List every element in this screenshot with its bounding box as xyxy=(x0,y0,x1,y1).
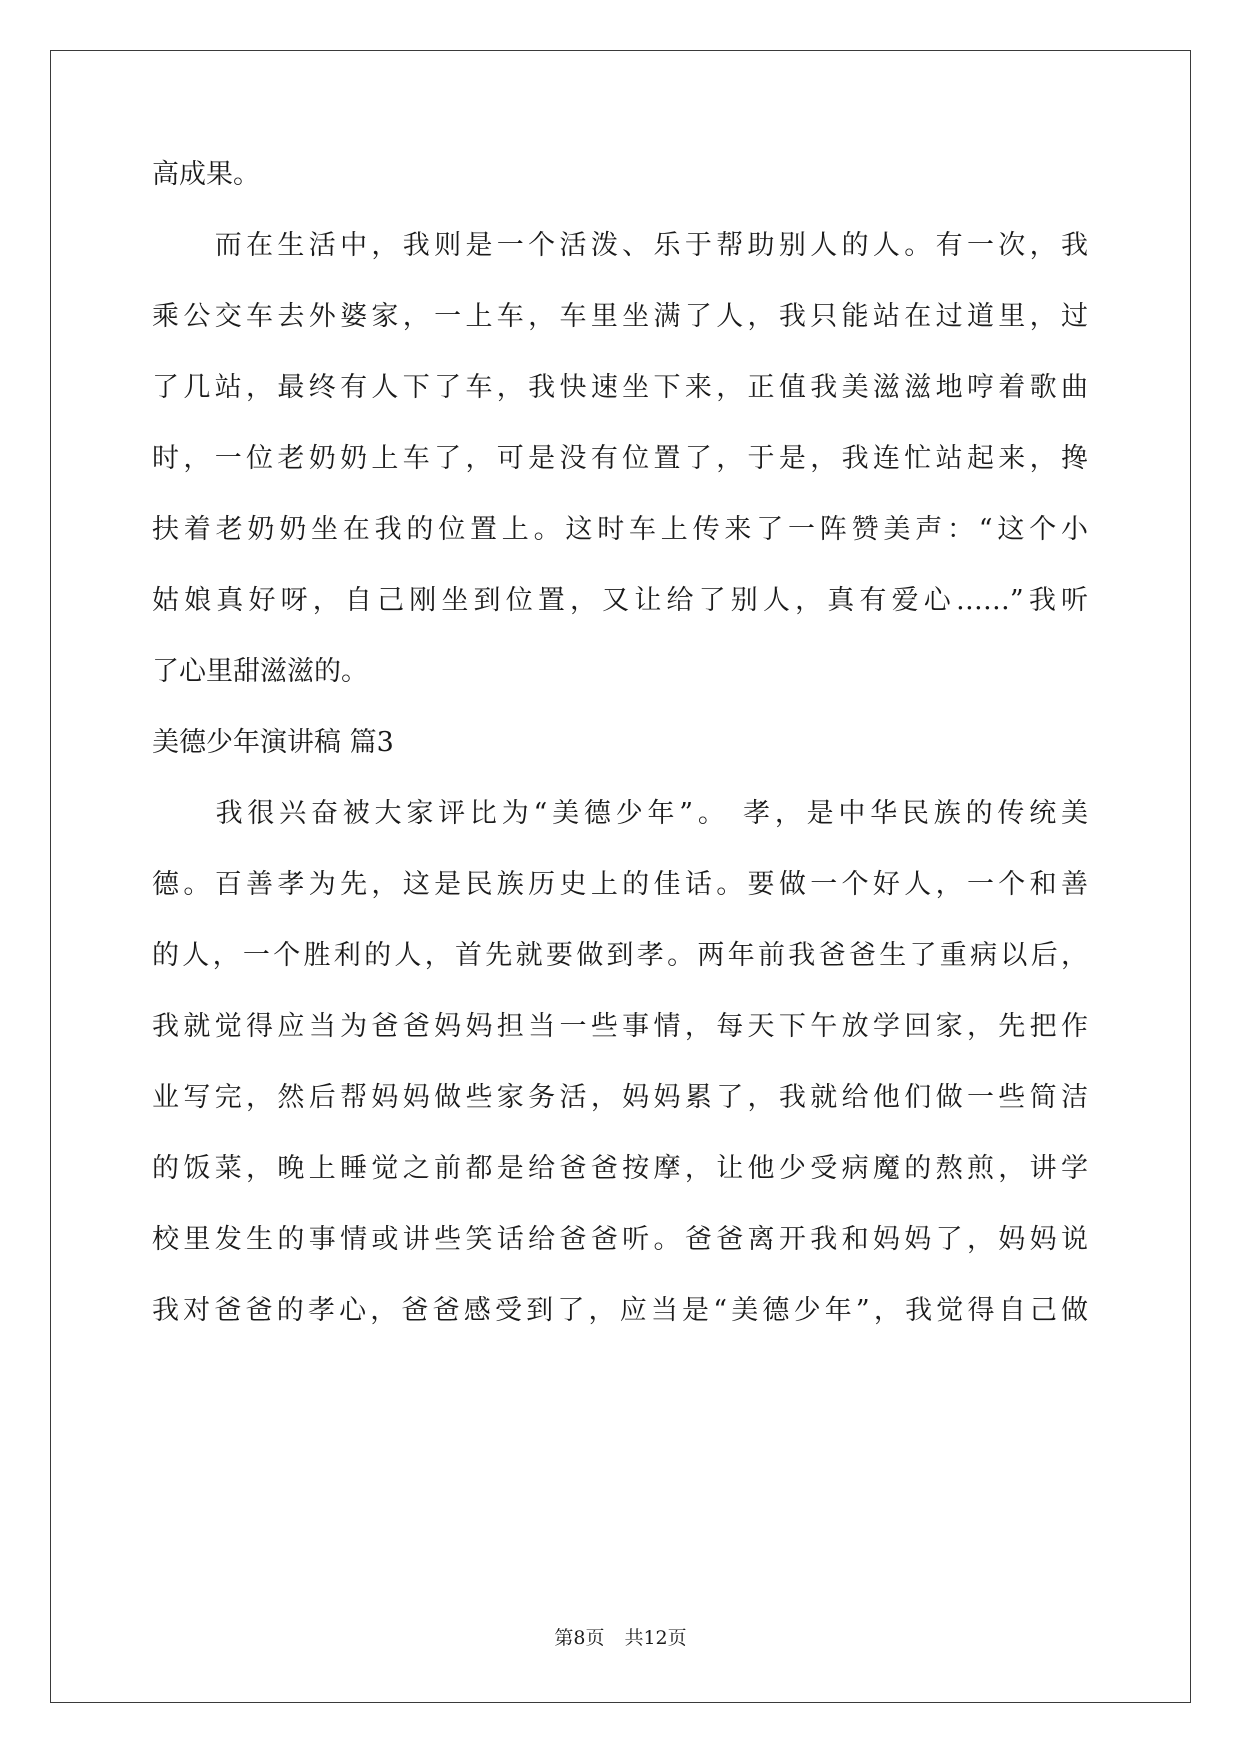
text-line-10: 我很兴奋被大家评比为“美德少年”。 孝，是中华民族的传统美 xyxy=(152,798,1088,829)
text-line-15: 的饭菜，晚上睡觉之前都是给爸爸按摩，让他少受病魔的熬煎，讲学 xyxy=(152,1153,1088,1184)
text-line-14: 业写完，然后帮妈妈做些家务活，妈妈累了，我就给他们做一些简洁 xyxy=(152,1082,1088,1113)
text-line-6: 扶着老奶奶坐在我的位置上。这时车上传来了一阵赞美声：“这个小 xyxy=(152,514,1088,545)
text-line-12: 的人，一个胜利的人，首先就要做到孝。两年前我爸爸生了重病以后， xyxy=(152,940,1088,971)
text-line-8: 了心里甜滋滋的。 xyxy=(152,656,368,687)
text-line-3: 乘公交车去外婆家，一上车，车里坐满了人，我只能站在过道里，过 xyxy=(152,301,1088,332)
text-line-11: 德。百善孝为先，这是民族历史上的佳话。要做一个好人，一个和善 xyxy=(152,869,1088,900)
text-line-7: 姑娘真好呀，自己刚坐到位置，又让给了别人，真有爱心……”我听 xyxy=(152,585,1088,616)
page-footer xyxy=(0,1626,1241,1650)
text-line-5: 时，一位老奶奶上车了，可是没有位置了，于是，我连忙站起来，搀 xyxy=(152,443,1088,474)
section-heading: 美德少年演讲稿 篇3 xyxy=(152,727,394,758)
text-line-16: 校里发生的事情或讲些笑话给爸爸听。爸爸离开我和妈妈了，妈妈说 xyxy=(152,1224,1088,1255)
text-line-1: 高成果。 xyxy=(152,159,260,190)
text-line-4: 了几站，最终有人下了车，我快速坐下来，正值我美滋滋地哼着歌曲 xyxy=(152,372,1088,403)
text-line-2: 而在生活中，我则是一个活泼、乐于帮助别人的人。有一次，我 xyxy=(152,230,1088,261)
page-total: 共12页 xyxy=(624,1627,687,1649)
text-line-17: 我对爸爸的孝心，爸爸感受到了，应当是“美德少年”，我觉得自己做 xyxy=(152,1295,1088,1326)
page-number: 第8页 xyxy=(554,1627,605,1649)
text-line-13: 我就觉得应当为爸爸妈妈担当一些事情，每天下午放学回家，先把作 xyxy=(152,1011,1088,1042)
